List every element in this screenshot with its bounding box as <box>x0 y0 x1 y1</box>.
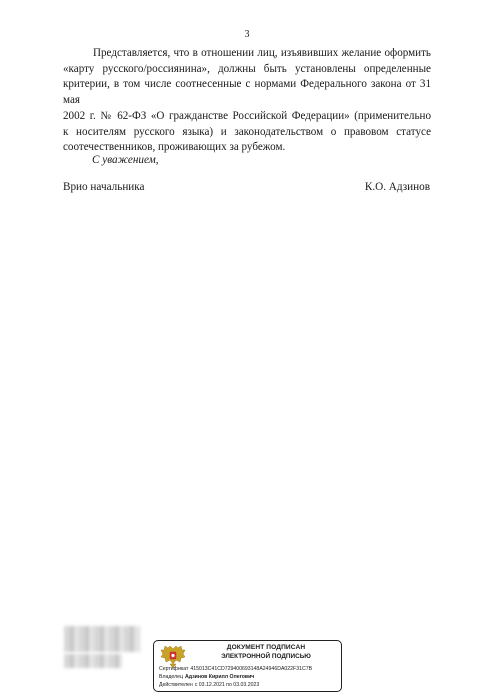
body-line: «карту русского/россиянина», должны быть установлены определенные <box>63 62 431 75</box>
validity-row <box>159 682 259 688</box>
body-line: критерии, в том числе соотнесенные с нормами Федерального закона от 31 мая <box>63 78 431 107</box>
stamp-header-line1: ДОКУМЕНТ ПОДПИСАН <box>226 644 306 651</box>
owner-row <box>159 674 254 680</box>
body-line: 2002 г. № 62-ФЗ «О гражданстве Российской Федерации» (применительно <box>63 109 431 122</box>
stamp-header-line2: ЭЛЕКТРОННОЙ ПОДПИСЬЮ <box>221 653 311 660</box>
body-line: Представляется, что в отношении лиц, изъявивших желание оформить <box>93 47 431 59</box>
e-signature-stamp <box>153 640 342 692</box>
certificate-value: 415013C41CD729400693148A24946DA022F31C7B <box>190 666 313 672</box>
redacted-block <box>64 626 140 652</box>
signatory-title: Врио начальника <box>63 181 145 193</box>
certificate-row <box>159 666 312 672</box>
owner-label: Владелец <box>159 674 183 680</box>
closing-phrase: С уважением, <box>92 154 159 166</box>
owner-value: Адзинов Кирилл Олегович <box>185 674 255 680</box>
validity-label: Действителен <box>159 682 193 688</box>
validity-value: с 03.12.2021 по 03.03.2023 <box>194 682 260 688</box>
signatory-name: К.О. Адзинов <box>364 181 430 193</box>
page-number: 3 <box>244 29 250 40</box>
body-line: к носителям русского языка) и законодательством о правовом статусе <box>63 125 431 138</box>
certificate-label: Сертификат <box>159 666 189 672</box>
body-line: соотечественников, проживающих за рубежом. <box>63 141 286 154</box>
redacted-block <box>64 654 122 668</box>
body-paragraph <box>63 46 431 156</box>
